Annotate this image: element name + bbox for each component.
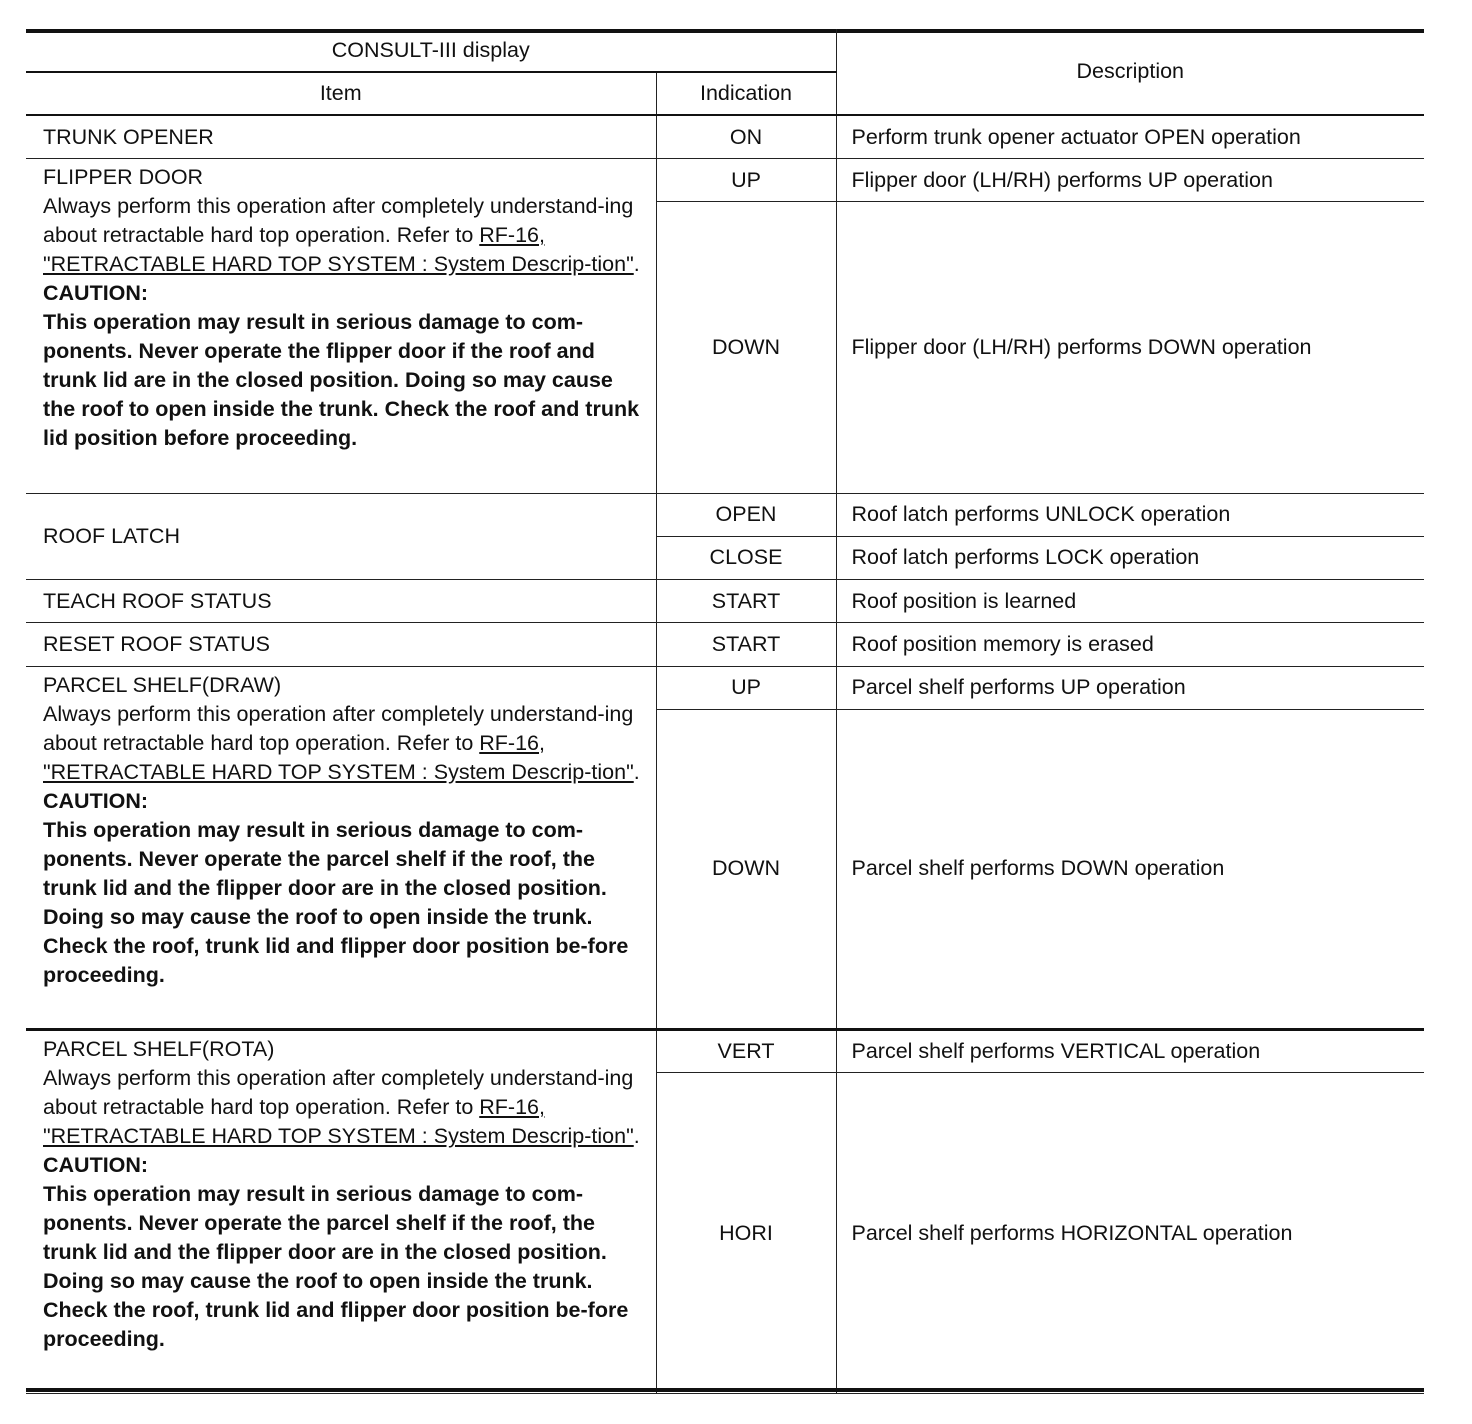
note-end: . xyxy=(633,252,640,277)
item-roof-latch: ROOF LATCH xyxy=(26,493,656,579)
description-teach-roof: Roof position is learned xyxy=(836,580,1424,623)
table-row xyxy=(26,159,1424,202)
description-flipper-up: Flipper door (LH/RH) performs UP operation xyxy=(836,159,1424,202)
indication-hori: HORI xyxy=(656,1073,836,1394)
indication-start: START xyxy=(656,580,836,623)
table-bottom-rule xyxy=(26,1388,1424,1392)
note-text: Always perform this operation after completely understand-ing about retractable hard top operation. Refer to xyxy=(43,1066,634,1120)
note-text: Always perform this operation after completely understand-ing about retractable hard top operation. Refer to xyxy=(43,701,634,755)
indication-down: DOWN xyxy=(656,709,836,1030)
item-name: PARCEL SHELF(ROTA) xyxy=(43,1037,275,1062)
table-row xyxy=(26,580,1424,623)
item-name: FLIPPER DOOR xyxy=(43,165,204,190)
item-note xyxy=(43,700,650,787)
active-test-table xyxy=(26,29,1424,1394)
indication-up: UP xyxy=(656,159,836,202)
header-row xyxy=(26,29,1424,72)
table-row xyxy=(26,623,1424,666)
caution-title: CAUTION: xyxy=(43,788,149,813)
description-parcel-horizontal: Parcel shelf performs HORIZONTAL operation xyxy=(836,1073,1424,1394)
item-parcel-shelf-draw xyxy=(26,666,656,1030)
item-teach-roof-status: TEACH ROOF STATUS xyxy=(26,580,656,623)
caution-text: This operation may result in serious damage to com-ponents. Never operate the flipper door if the roof and trunk lid are in the closed position. Doing so may cause the roof to open inside the trunk. Check the roof and trunk lid position before proceeding. xyxy=(43,310,640,451)
table-row xyxy=(26,1030,1424,1073)
reference-link[interactable]: RF-16, "RETRACTABLE HARD TOP SYSTEM : System Descrip-tion" xyxy=(43,223,634,277)
reference-link[interactable]: RF-16, "RETRACTABLE HARD TOP SYSTEM : System Descrip-tion" xyxy=(43,1095,634,1149)
header-description: Description xyxy=(836,29,1424,115)
item-note xyxy=(43,1064,650,1151)
caution-text: This operation may result in serious damage to com-ponents. Never operate the parcel shelf if the roof, the trunk lid and the flipper door are in the closed position. Doing so may cause the roof to open inside the trunk. Check the roof, trunk lid and flipper door position be-fore proceeding. xyxy=(43,817,629,987)
header-item: Item xyxy=(26,72,656,115)
note-end: . xyxy=(633,759,640,784)
indication-up: UP xyxy=(656,666,836,709)
description-reset-roof: Roof position memory is erased xyxy=(836,623,1424,666)
item-reset-roof-status: RESET ROOF STATUS xyxy=(26,623,656,666)
item-trunk-opener: TRUNK OPENER xyxy=(26,115,656,158)
item-flipper-door xyxy=(26,159,656,494)
note-text: Always perform this operation after completely understand-ing about retractable hard top operation. Refer to xyxy=(43,194,634,248)
description-parcel-vertical: Parcel shelf performs VERTICAL operation xyxy=(836,1030,1424,1073)
description-trunk-opener: Perform trunk opener actuator OPEN operation xyxy=(836,115,1424,158)
indication-on: ON xyxy=(656,115,836,158)
description-roof-latch-lock: Roof latch performs LOCK operation xyxy=(836,536,1424,579)
header-indication: Indication xyxy=(656,72,836,115)
note-end: . xyxy=(633,1124,640,1149)
reference-link[interactable]: RF-16, "RETRACTABLE HARD TOP SYSTEM : System Descrip-tion" xyxy=(43,730,634,784)
indication-down: DOWN xyxy=(656,202,836,493)
description-flipper-down: Flipper door (LH/RH) performs DOWN operation xyxy=(836,202,1424,493)
indication-close: CLOSE xyxy=(656,536,836,579)
description-roof-latch-unlock: Roof latch performs UNLOCK operation xyxy=(836,493,1424,536)
item-note xyxy=(43,192,650,279)
description-parcel-down: Parcel shelf performs DOWN operation xyxy=(836,709,1424,1030)
table-row xyxy=(26,666,1424,709)
item-parcel-shelf-rota xyxy=(26,1030,656,1394)
indication-open: OPEN xyxy=(656,493,836,536)
item-name: PARCEL SHELF(DRAW) xyxy=(43,672,282,697)
description-parcel-up: Parcel shelf performs UP operation xyxy=(836,666,1424,709)
table-row xyxy=(26,493,1424,536)
indication-vert: VERT xyxy=(656,1030,836,1073)
indication-start: START xyxy=(656,623,836,666)
header-consult-display: CONSULT-III display xyxy=(26,29,836,72)
caution-title: CAUTION: xyxy=(43,281,149,306)
caution-title: CAUTION: xyxy=(43,1153,149,1178)
table-row xyxy=(26,115,1424,158)
caution-text: This operation may result in serious damage to com-ponents. Never operate the parcel shelf if the roof, the trunk lid and the flipper door are in the closed position. Doing so may cause the roof to open inside the trunk. Check the roof, trunk lid and flipper door position be-fore proceeding. xyxy=(43,1182,629,1352)
